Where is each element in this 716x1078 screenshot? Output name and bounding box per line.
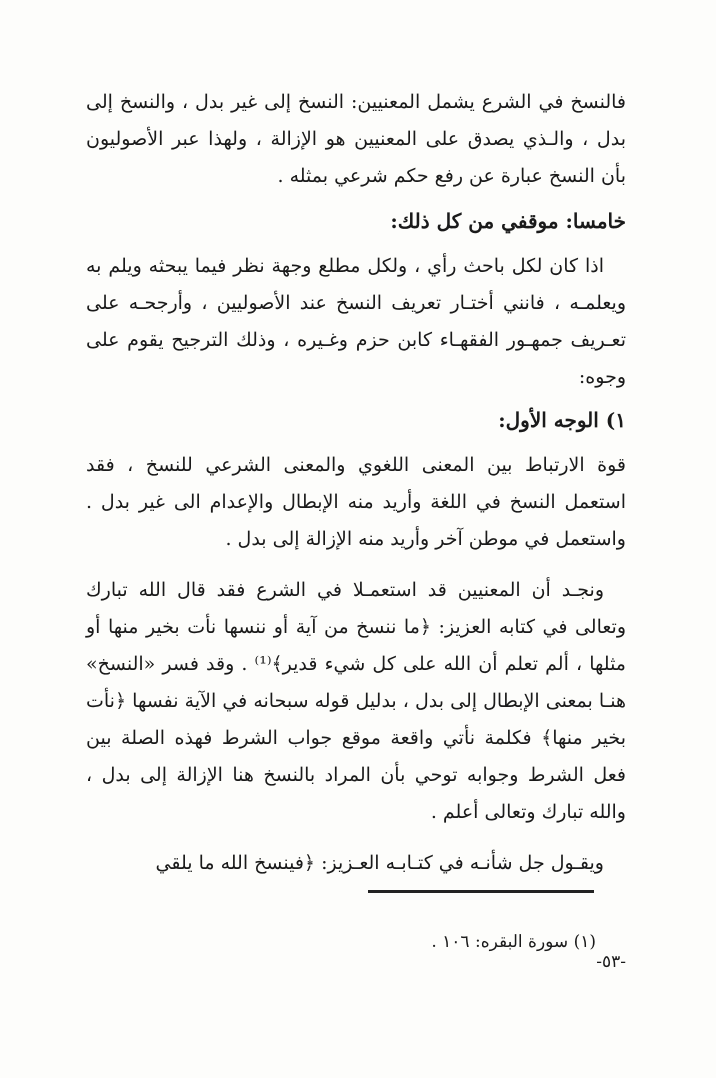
paragraph-choosing-definition: اذا كان لكل باحث رأي ، ولكل مطلع وجهة نظر فيما يبحثه ويلم به ويعلمـه ، فانني أختـار تعريف النسخ عند الأصوليين ، وأرجحـه على تعـريف جمهـور الفقهـاء كابن حزم وغـيره ، وذلك الترجيح يقوم على وجوه:: [86, 255, 626, 388]
footnote: (١) سورة البقره: ١٠٦ .: [431, 932, 596, 952]
heading-fifth-my-position: خامسا: موقفي من كل ذلك:: [390, 209, 626, 233]
book-page: [86, 84, 626, 984]
page-number: -٥٣-: [596, 952, 626, 972]
paragraph-abrogation-definition: فالنسخ في الشرع يشمل المعنيين: النسخ إلى غير بدل ، والنسخ إلى بدل ، والـذي يصدق على المعنيين هو الإزالة ، ولهذا عبر الأصوليون بأن النسخ عبارة عن رفع حكم شرعي بمثله .: [86, 91, 626, 187]
paragraph-continuation: ويقـول جل شأنـه في كتـابـه العـزيز: ﴿فينسخ الله ما يلقي: [155, 852, 604, 874]
paragraph-linguistic-link: قوة الارتباط بين المعنى اللغوي والمعنى الشرعي للنسخ ، فقد استعمل النسخ في اللغة وأريد منه الإبطال والإعدام الى غير بدل . واستعمل في موطن آخر وأريد منه الإزالة إلى بدل .: [86, 454, 626, 550]
heading-first-aspect: ١) الوجه الأول:: [498, 408, 626, 432]
footnote-divider: [368, 890, 594, 893]
paragraph-quran-evidence: ونجـد أن المعنيين قد استعمـلا في الشرع فقد قال الله تبارك وتعالى في كتابه العزيز: ﴿ما ننسخ من آية أو ننسها نأت بخير منها أو مثلها ، ألم تعلم أن الله على كل شيء قدير﴾⁽¹⁾ . وقد فسر «النسخ» هنـا بمعنى الإبطال إلى بدل ، بدليل قوله سبحانه في الآية نفسها ﴿نأت بخير منها﴾ فكلمة نأتي واقعة موقع جواب الشرط فهذه الصلة بين فعل الشرط وجوابه توحي بأن المراد بالنسخ هنا الإزالة إلى بدل ، والله تبارك وتعالى أعلم .: [86, 579, 626, 823]
